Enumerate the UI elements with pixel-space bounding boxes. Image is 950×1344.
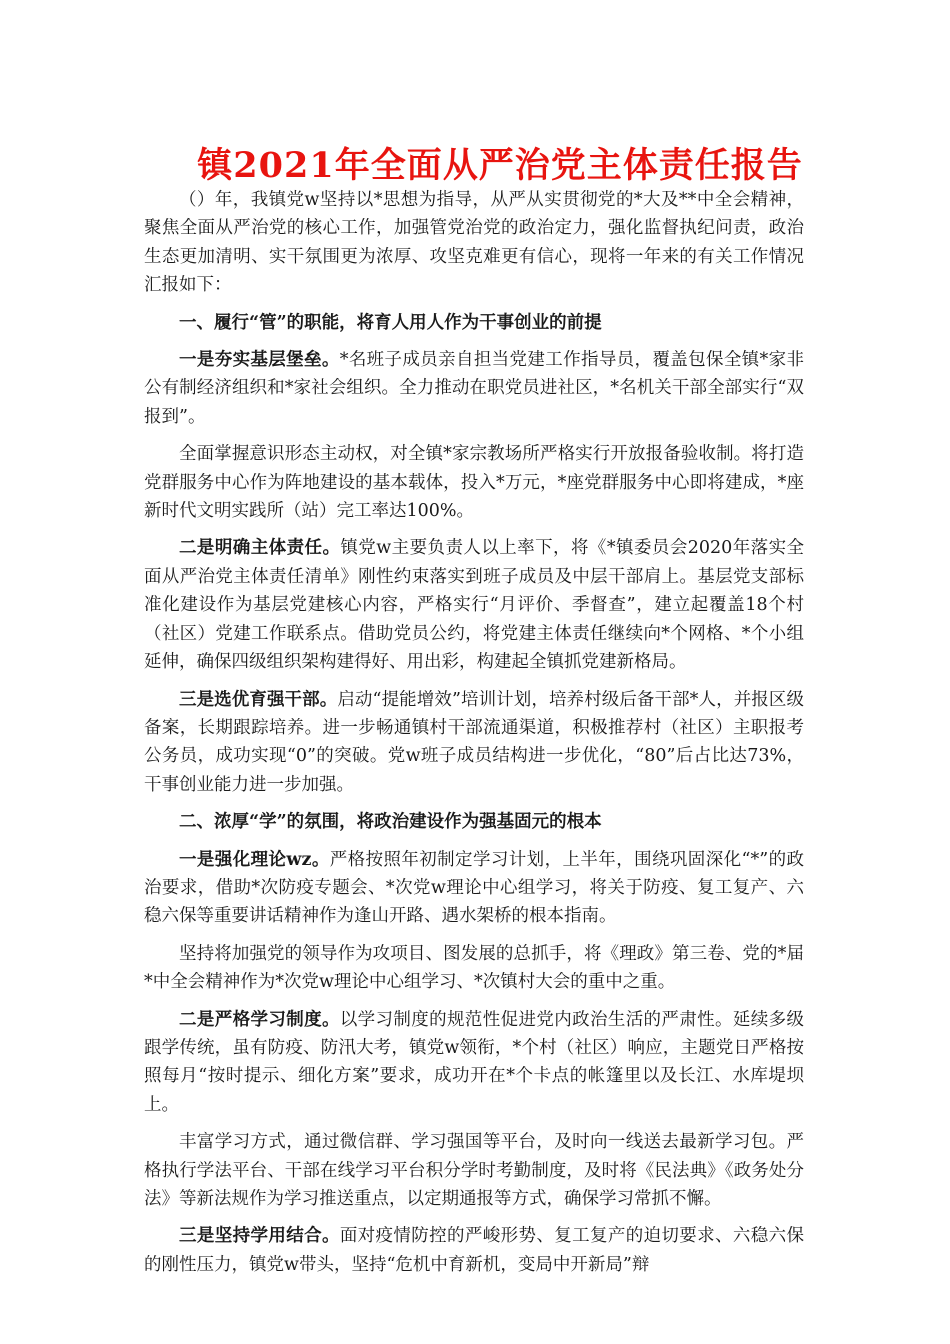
paragraph-text: *名班子成员亲自担当党建工作指导员，覆盖包保全镇*家非公有制经济组织和*家社会组织。全力推动在职党员进社区，*名机关干部全部实行“双报到”。 (144, 350, 805, 427)
document-body (144, 186, 804, 1279)
paragraph-text: 坚持将加强党的领导作为攻项目、图发展的总抓手，将《理政》第三卷、党的*届*中全会精神作为*次党w理论中心组学习、*次镇村大会的重中之重。 (144, 943, 804, 993)
paragraph-1-1 (144, 346, 804, 431)
paragraph-1-3 (144, 686, 804, 800)
paragraph-lead: 一是夯实基层堡垒。 (179, 350, 340, 371)
paragraph-1-2 (144, 534, 804, 676)
paragraph-intro (144, 186, 804, 300)
paragraph-text: 镇党w主要负责人以上率下，将《*镇委员会2020年落实全面从严治党主体责任清单》刚性约束落实到班子成员及中层干部肩上。基层党支部标准化建设作为基层党建核心内容，严格实行“月评价、季督查”，建立起覆盖18个村（社区）党建工作联系点。借助党员公约，将党建主体责任继续向*个网格、*个小组延伸，确保四级组织架构建得好、用出彩，构建起全镇抓党建新格局。 (144, 538, 805, 673)
paragraph-lead: 一是强化理论wz。 (179, 849, 330, 870)
paragraph-2-1b (144, 940, 804, 997)
paragraph-1-1b (144, 440, 804, 525)
section-heading-1: 一、履行“管”的职能，将育人用人作为干事创业的前提 (179, 312, 602, 333)
paragraph-lead: 三是坚持学用结合。 (179, 1226, 340, 1247)
paragraph-text: 面对疫情防控的严峻形势、复工复产的迫切要求、六稳六保的刚性压力，镇党w带头，坚持“危机中育新机，变局中开新局”辩 (144, 1226, 805, 1275)
paragraph-text: 丰富学习方式，通过微信群、学习强国等平台，及时向一线送去最新学习包。严格执行学法平台、干部在线学习平台积分学时考勤制度，及时将《民法典》《政务处分法》等新法规作为学习推送重点，以定期通报等方式，确保学习常抓不懈。 (144, 1132, 804, 1209)
paragraph-2-2 (144, 1006, 804, 1120)
section-heading-2: 二、浓厚“学”的氛围，将政治建设作为强基固元的根本 (179, 812, 602, 833)
paragraph-text: 启动“提能增效”培训计划，培养村级后备干部*人，并报区级备案，长期跟踪培养。进一步畅通镇村干部流通渠道，积极推荐村（社区）主职报考公务员，成功实现“0”的突破。党w班子成员结构进一步优化，“80”后占比达73%，干事创业能力进一步加强。 (144, 689, 804, 795)
paragraph-text: 严格按照年初制定学习计划，上半年，围绕巩固深化“*”的政治要求，借助*次防疫专题会、*次党w理论中心组学习，将关于防疫、复工复产、六稳六保等重要讲话精神作为逢山开路、遇水架桥的根本指南。 (144, 849, 804, 927)
paragraph-lead: 三是选优育强干部。 (179, 689, 338, 710)
paragraph-2-1 (144, 846, 804, 931)
paragraph-text: （）年，我镇党w坚持以*思想为指导，从严从实贯彻党的*大及**中全会精神，聚焦全面从严治党的核心工作，加强管党治党的政治定力，强化监督执纪问责，政治生态更加清明、实干氛围更为浓厚、攻坚克难更有信心，现将一年来的有关工作情况汇报如下： (144, 190, 804, 296)
paragraph-2-2b (144, 1128, 804, 1213)
paragraph-lead: 二是明确主体责任。 (179, 538, 341, 559)
paragraph-text: 全面掌握意识形态主动权，对全镇*家宗教场所严格实行开放报备验收制。将打造党群服务中心作为阵地建设的基本载体，投入*万元，*座党群服务中心即将建成，*座新时代文明实践所（站）完工率达100%。 (144, 444, 804, 522)
paragraph-2-3 (144, 1222, 804, 1279)
paragraph-text: 以学习制度的规范性促进党内政治生活的严肃性。延续多级跟学传统，虽有防疫、防汛大考，镇党w领衔，*个村（社区）响应，主题党日严格按照每月“按时提示、细化方案”要求，成功开在*个卡点的帐篷里以及长江、水库堤坝上。 (144, 1009, 805, 1115)
document-title: 镇2021年全面从严治党主体责任报告 (197, 145, 803, 186)
paragraph-lead: 二是严格学习制度。 (179, 1009, 340, 1030)
